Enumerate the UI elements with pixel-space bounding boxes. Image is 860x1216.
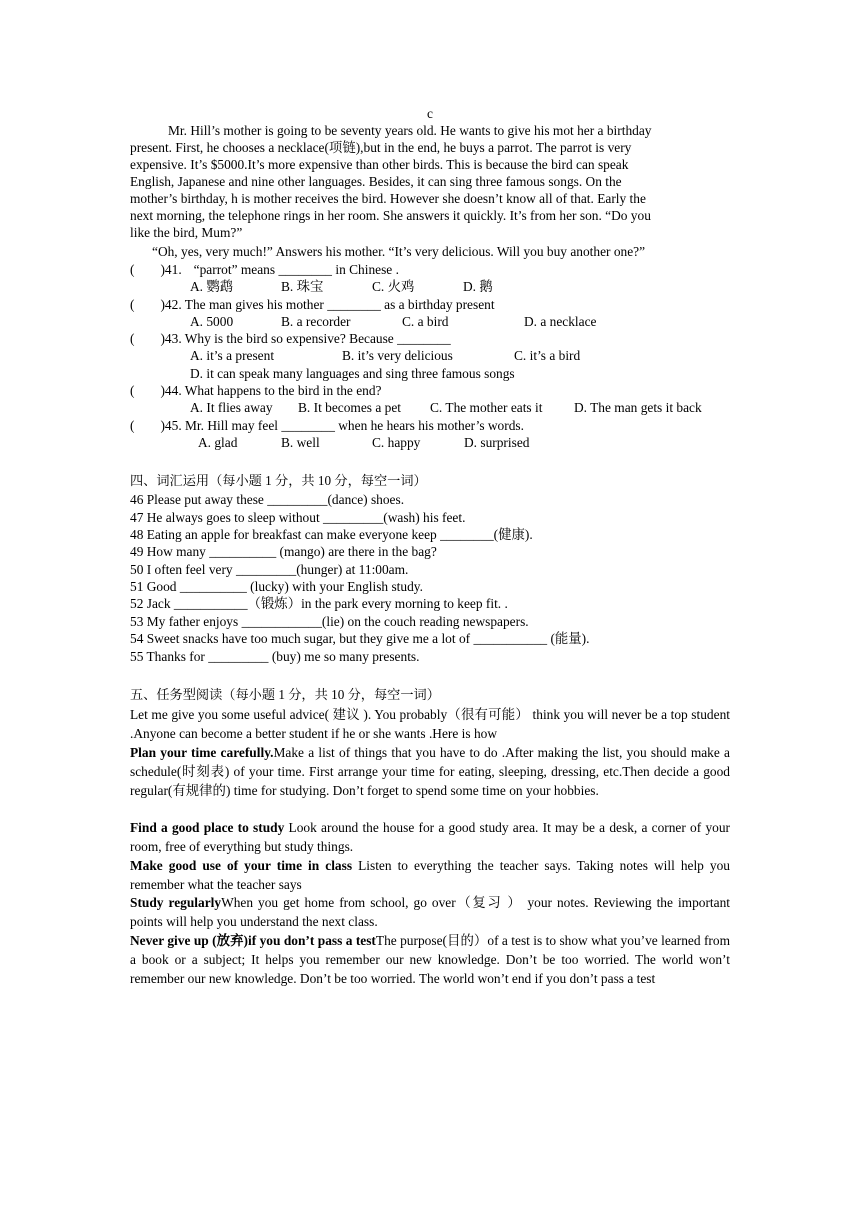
answer-paren: (: [130, 262, 135, 277]
answer-blank: ________: [281, 418, 335, 433]
paragraph-heading: Study regularly: [130, 895, 222, 910]
option-a: A. 5000: [190, 314, 234, 329]
paragraph-heading: Find a good place to study: [130, 820, 285, 835]
option-b: B. It becomes a pet: [298, 400, 401, 415]
option-a: A. glad: [198, 435, 238, 450]
option-b: B. a recorder: [281, 314, 351, 329]
option-c: C. a bird: [402, 314, 449, 329]
reading-paragraph: Plan your time carefully.Make a list of things that you have to do .After making the list, you should make a schedule(时刻表) of your time. First arrange your time for eating, sleeping, dressing, etc.Then decide a good regular(有规律的) time for studying. Don’t forget to spend some time on your hobbies.: [130, 745, 730, 798]
reading-paragraph: Find a good place to study Look around the house for a good study area. It may be a desk, a corner of your room, free of everything but study things.: [130, 820, 730, 854]
vocab-item: 50 I often feel very _________(hunger) at 11:00am.: [130, 562, 409, 577]
reading-paragraph: Never give up (放弃)if you don’t pass a testThe purpose(目的）of a test is to show what you’ve learned from a book or a subject; It helps you remember our new knowledge. Don’t be too worried. The world won’t remember our new knowledge. Don’t be too worried. The world won’t end if you don’t pass a test: [130, 933, 730, 986]
question-44: ( )44. What happens to the bird in the end?: [130, 383, 382, 398]
question-42: ( )42. The man gives his mother ________ as a birthday present: [130, 297, 495, 312]
passage-line: English, Japanese and nine other languages. Besides, it can sing three famous songs. On the: [130, 174, 622, 189]
option-b: B. it’s very delicious: [342, 348, 453, 363]
paragraph-heading: Plan your time carefully.: [130, 745, 274, 760]
passage-label: c: [427, 106, 433, 121]
passage-line: mother’s birthday, h is mother receives the bird. However she doesn’t know all of that. Early the: [130, 191, 646, 206]
answer-blank: ________: [278, 262, 332, 277]
question-45: ( )45. Mr. Hill may feel ________ when he hears his mother’s words.: [130, 418, 524, 433]
option-b: B. well: [281, 435, 320, 450]
passage-line: present. First, he chooses a necklace(项链),but in the end, he buys a parrot. The parrot is very: [130, 140, 632, 155]
reading-paragraph: Make good use of your time in class Listen to everything the teacher says. Taking notes will help you remember what the teacher says: [130, 858, 730, 892]
paragraph-heading: Make good use of your time in class: [130, 858, 353, 873]
paragraph-heading: Never give up (放弃)if you don’t pass a test: [130, 933, 376, 948]
vocab-item: 55 Thanks for _________ (buy) me so many presents.: [130, 649, 420, 664]
reading-intro: Let me give you some useful advice( 建议 ). You probably（很有可能） think you will never be a top student .Anyone can become a better student if he or she wants .Here is how: [130, 707, 730, 741]
option-d: D. it can speak many languages and sing three famous songs: [190, 366, 515, 381]
option-a: A. 鹦鹉: [190, 279, 234, 294]
option-d: D. surprised: [464, 435, 530, 450]
question-41: ( )41. “parrot” means ________ in Chinese .: [130, 262, 399, 277]
vocab-item: 49 How many __________ (mango) are there in the bag?: [130, 544, 437, 559]
passage-line: expensive. It’s $5000.It’s more expensive than other birds. This is because the bird can speak: [130, 157, 629, 172]
vocab-item: 46 Please put away these _________(dance) shoes.: [130, 492, 405, 507]
option-a: A. it’s a present: [190, 348, 275, 363]
passage-line: Mr. Hill’s mother is going to be seventy years old. He wants to give his mot her a birthday: [168, 123, 652, 138]
question-43: ( )43. Why is the bird so expensive? Because ________: [130, 331, 451, 346]
option-d: D. a necklace: [524, 314, 597, 329]
option-d: D. 鹅: [463, 279, 493, 294]
option-d: D. The man gets it back: [574, 400, 702, 415]
vocab-item: 47 He always goes to sleep without _________(wash) his feet.: [130, 510, 466, 525]
option-b: B. 珠宝: [281, 279, 324, 294]
passage-line: next morning, the telephone rings in her room. She answers it quickly. It’s from her son. “Do you: [130, 208, 651, 223]
passage-line: like the bird, Mum?”: [130, 225, 243, 240]
section-4-title: 四、词汇运用（每小题 1 分，共 10 分，每空一词）: [130, 473, 427, 488]
section-5-title: 五、任务型阅读（每小题 1 分，共 10 分，每空一词）: [130, 687, 440, 702]
vocab-item: 48 Eating an apple for breakfast can make everyone keep ________(健康).: [130, 527, 533, 542]
option-c: C. The mother eats it: [430, 400, 543, 415]
vocab-item: 51 Good __________ (lucky) with your English study.: [130, 579, 423, 594]
vocab-item: 52 Jack ___________（锻炼）in the park every morning to keep fit. .: [130, 596, 508, 611]
reading-paragraph: Study regularlyWhen you get home from school, go over（复习 ） your notes. Reviewing the important points will help you understand the next class.: [130, 895, 731, 929]
vocab-item: 54 Sweet snacks have too much sugar, but they give me a lot of ___________ (能量).: [130, 631, 590, 646]
option-c: C. 火鸡: [372, 279, 415, 294]
vocab-item: 53 My father enjoys ____________(lie) on the couch reading newspapers.: [130, 614, 529, 629]
passage-line: “Oh, yes, very much!” Answers his mother. “It’s very delicious. Will you buy another one?”: [152, 244, 646, 259]
option-c: C. it’s a bird: [514, 348, 581, 363]
option-c: C. happy: [372, 435, 421, 450]
answer-blank: ________: [397, 331, 451, 346]
answer-blank: ________: [327, 297, 381, 312]
option-a: A. It flies away: [190, 400, 273, 415]
